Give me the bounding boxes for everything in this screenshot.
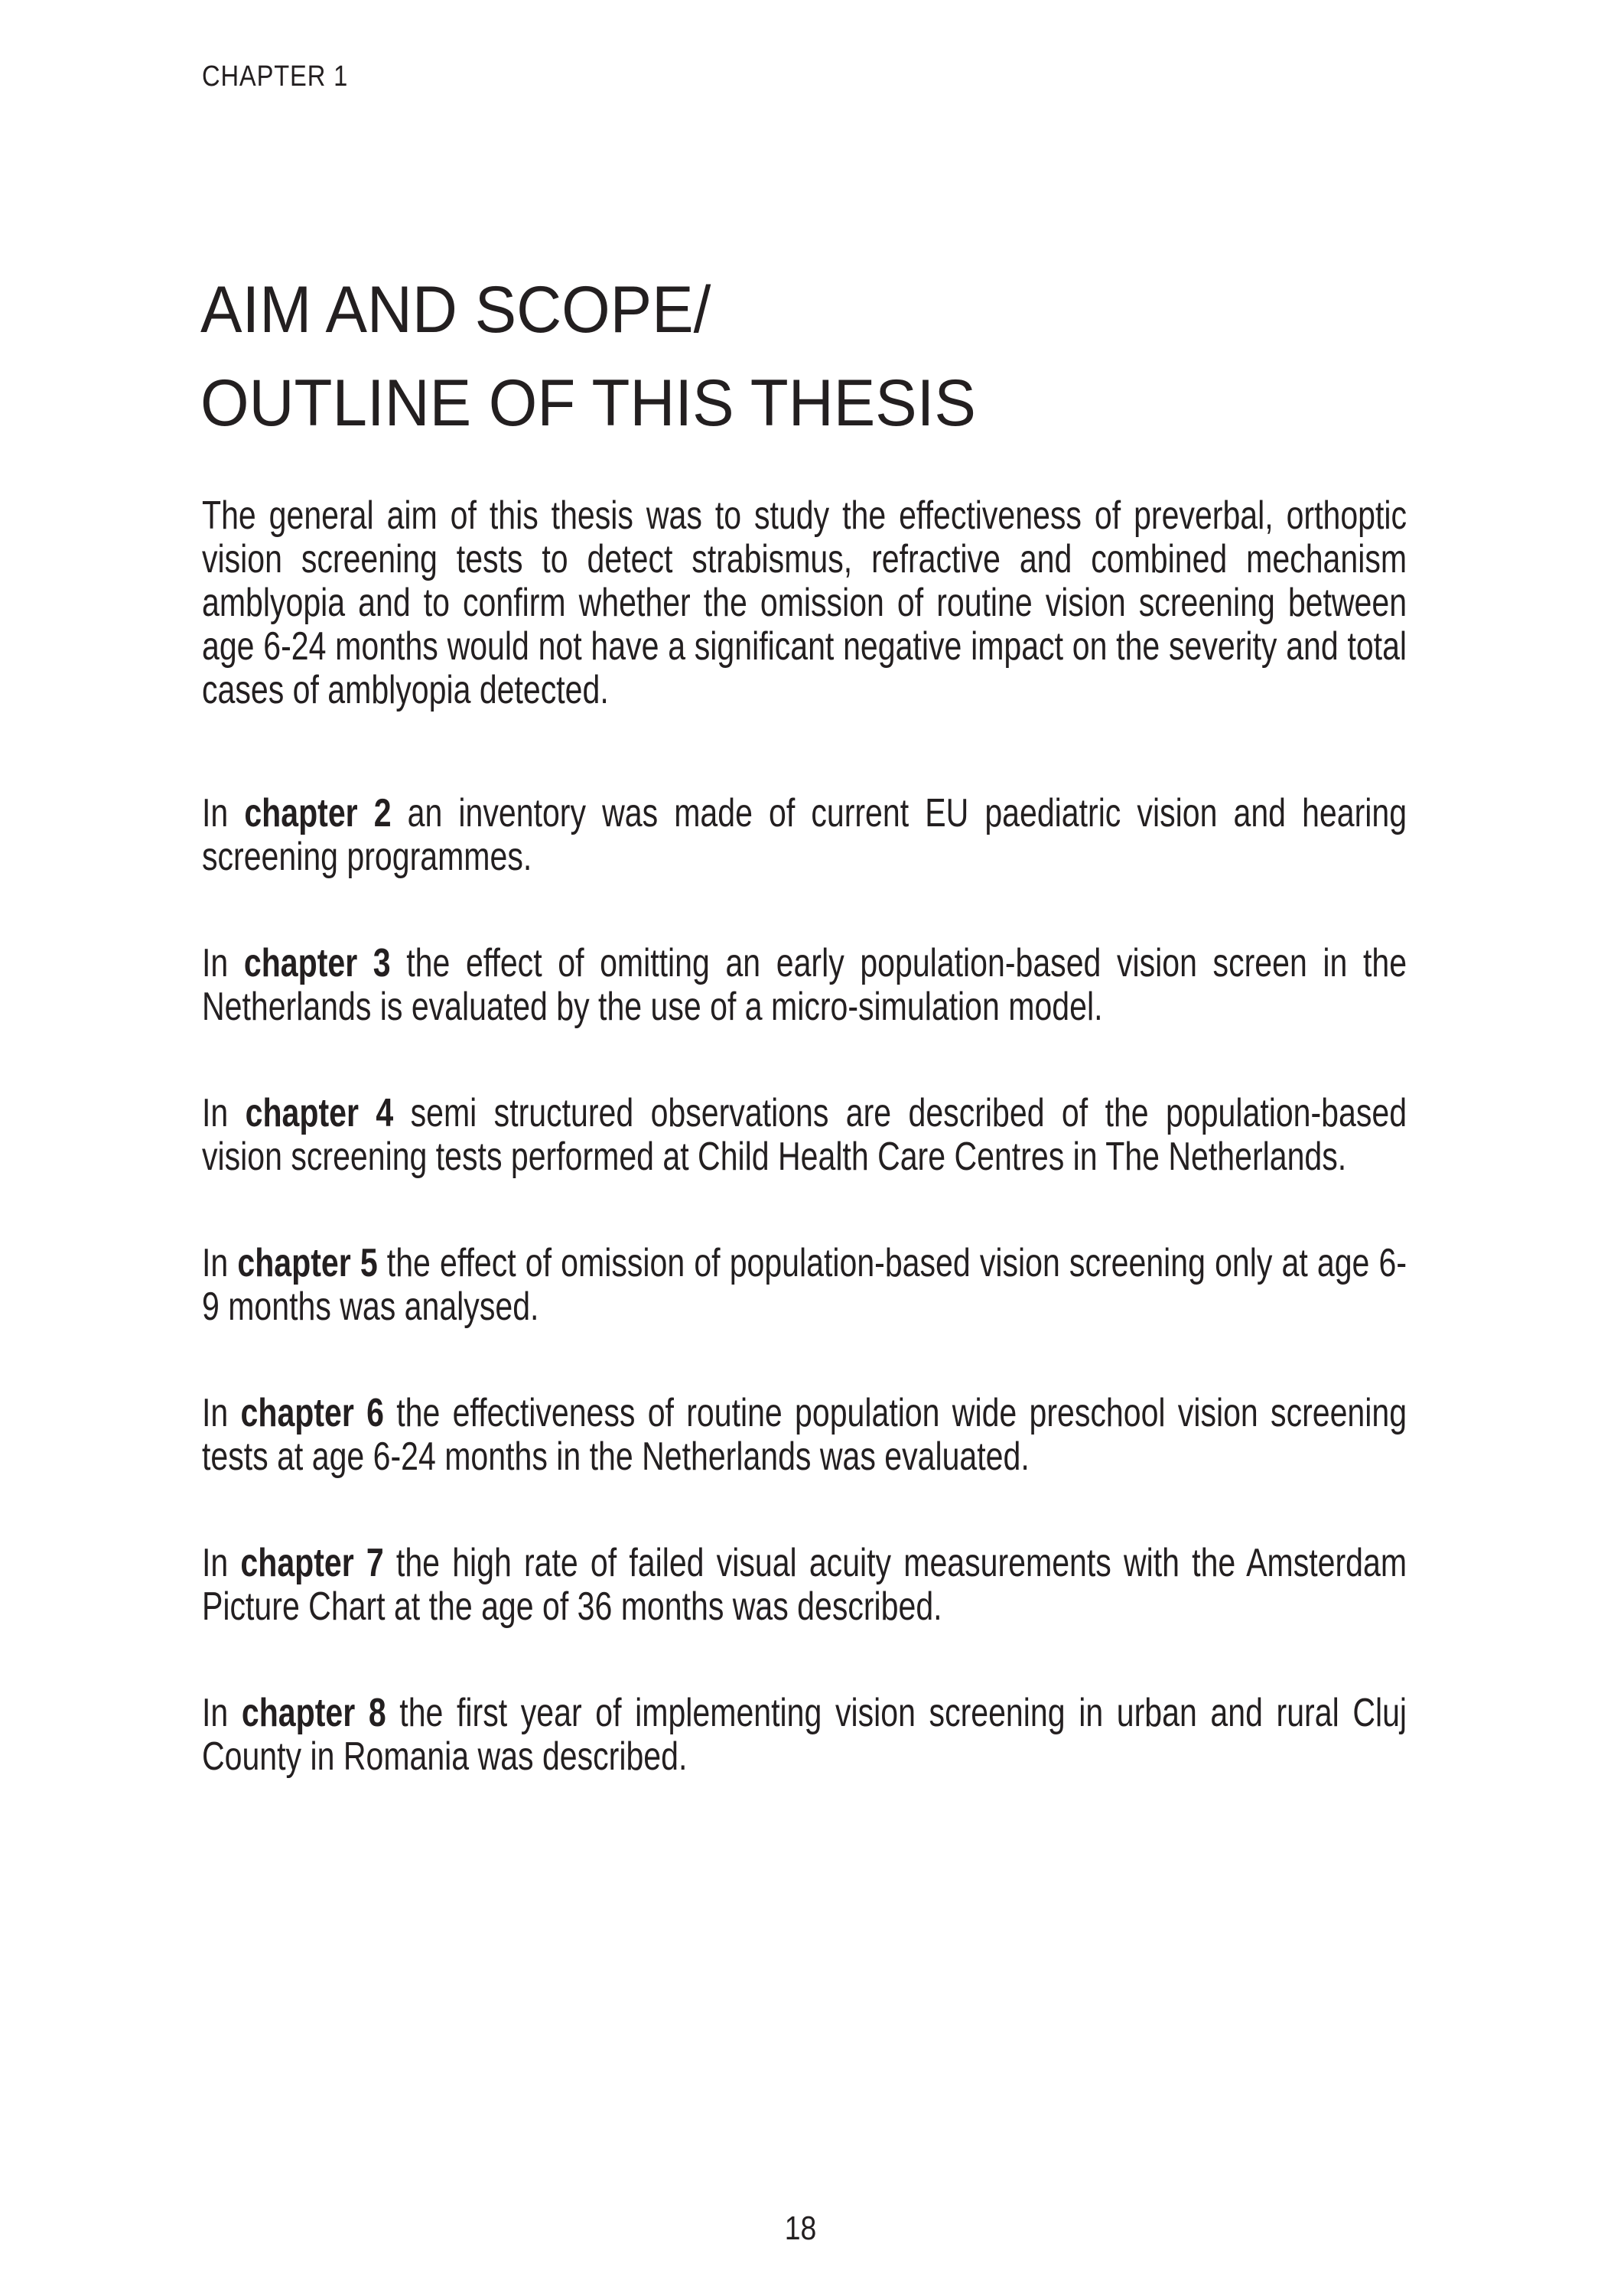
paragraph bbox=[202, 792, 1407, 879]
chapter-ref: chapter 7 bbox=[240, 1541, 384, 1585]
paragraph-text: The general aim of this thesis was to study the effectiveness of preverbal, orthoptic vision screening tests to detect strabismus, refractive and combined mechanism amblyopia and to confirm whether the omission of routine vision screening between age 6-24 months would not have a significant negative impact on the severity and total cases of amblyopia detected. bbox=[202, 493, 1407, 712]
chapter-ref: chapter 6 bbox=[240, 1391, 384, 1435]
paragraph-text: In bbox=[202, 1241, 238, 1285]
paragraph-text: In bbox=[202, 941, 244, 985]
chapter-ref: chapter 8 bbox=[241, 1691, 386, 1735]
paragraph bbox=[202, 1692, 1407, 1779]
paragraph bbox=[202, 1092, 1407, 1179]
paragraph-text: the effect of omission of population-based vision screening only at age 6-9 months was analysed. bbox=[202, 1241, 1407, 1329]
page-title bbox=[200, 263, 976, 450]
paragraph bbox=[202, 1392, 1407, 1479]
paragraph bbox=[202, 494, 1407, 712]
paragraph-text: In bbox=[202, 1691, 242, 1735]
paragraph bbox=[202, 1242, 1407, 1329]
paragraph-text: In bbox=[202, 1391, 241, 1435]
paragraph bbox=[202, 1542, 1407, 1629]
chapter-ref: chapter 3 bbox=[243, 941, 391, 985]
paragraph-text: semi structured observations are described of the population-based vision screening tests performed at Child Health Care Centres in The Netherlands. bbox=[202, 1091, 1407, 1179]
chapter-ref: chapter 4 bbox=[245, 1091, 394, 1135]
page-title-line-1: AIM AND SCOPE/ bbox=[200, 273, 711, 347]
paragraph-text: an inventory was made of current EU paediatric vision and hearing screening programmes. bbox=[202, 791, 1407, 879]
page-number: 18 bbox=[784, 2210, 817, 2247]
paragraph bbox=[202, 942, 1407, 1029]
paragraph-text: the effectiveness of routine population wide preschool vision screening tests at age 6-24 months in the Netherlands was evaluated. bbox=[202, 1391, 1407, 1479]
paragraph-text: In bbox=[202, 1091, 246, 1135]
paragraph-text: the first year of implementing vision screening in urban and rural Cluj County in Romania was described. bbox=[202, 1691, 1407, 1779]
paragraph-text: In bbox=[202, 791, 245, 835]
chapter-label: CHAPTER 1 bbox=[202, 60, 349, 93]
chapter-ref: chapter 2 bbox=[244, 791, 392, 835]
paragraph-text: In bbox=[202, 1541, 241, 1585]
paragraph-text: the high rate of failed visual acuity measurements with the Amsterdam Picture Chart at the age of 36 months was described. bbox=[202, 1541, 1407, 1629]
paragraph-text: the effect of omitting an early population-based vision screen in the Netherlands is evaluated by the use of a micro-simulation model. bbox=[202, 941, 1407, 1029]
body-text bbox=[202, 494, 1407, 1779]
page-title-line-2: OUTLINE OF THIS THESIS bbox=[200, 366, 976, 440]
chapter-ref: chapter 5 bbox=[237, 1241, 378, 1285]
